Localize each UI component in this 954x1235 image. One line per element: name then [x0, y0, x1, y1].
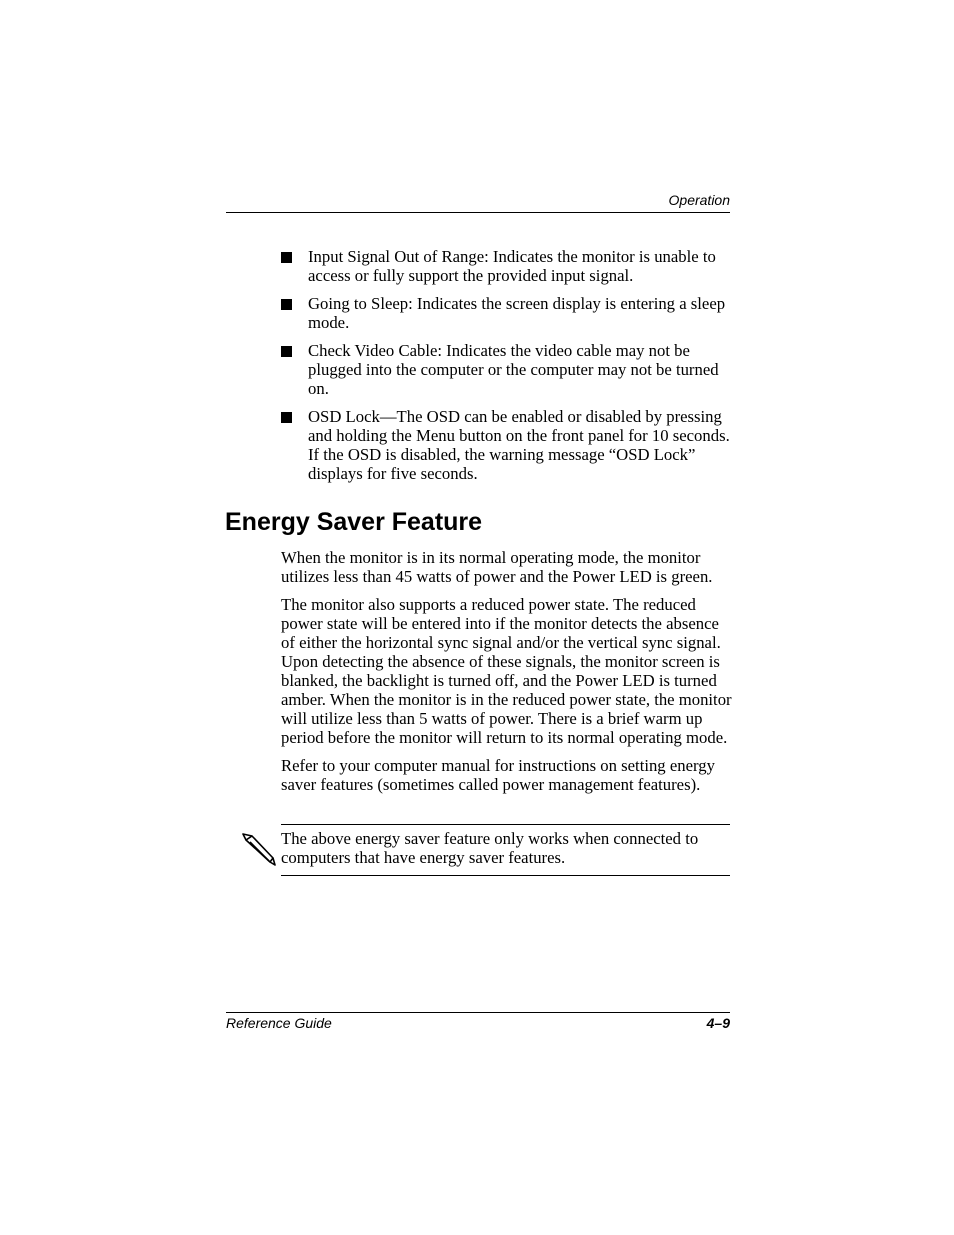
square-bullet-icon	[281, 412, 292, 423]
bullet-text: Check Video Cable: Indicates the video cable may not be plugged into the computer or the computer may not be turned on.	[308, 341, 719, 398]
list-item	[281, 294, 733, 332]
list-item	[281, 407, 733, 483]
footer-rule	[226, 1012, 730, 1013]
list-item	[281, 247, 733, 285]
list-item	[281, 341, 733, 398]
status-message-list	[281, 247, 733, 492]
body-paragraph: Refer to your computer manual for instructions on setting energy saver features (sometimes called power management features).	[281, 756, 715, 794]
page-number: 4–9	[706, 1015, 730, 1031]
header-rule	[226, 212, 730, 213]
note-text: The above energy saver feature only works when connected to computers that have energy saver features.	[281, 829, 699, 867]
footer-title: Reference Guide	[226, 1015, 332, 1031]
pencil-note-icon	[242, 832, 276, 866]
running-head: Operation	[668, 192, 730, 208]
bullet-text: OSD Lock—The OSD can be enabled or disabled by pressing and holding the Menu button on the front panel for 10 seconds. If the OSD is disabled, the warning message “OSD Lock” displays for five seconds.	[308, 407, 730, 483]
square-bullet-icon	[281, 346, 292, 357]
note-bottom-rule	[281, 875, 730, 876]
square-bullet-icon	[281, 252, 292, 263]
body-paragraph: The monitor also supports a reduced power state. The reduced power state will be entered into if the monitor detects the absence of either the horizontal sync signal and/or the vertical sync signal. Upon detecting the absence of these signals, the monitor screen is blanked, the backlight is turned off, and the Power LED is turned amber. When the monitor is in the reduced power state, the monitor will utilize less than 5 watts of power. There is a brief warm up period before the monitor will return to its normal operating mode.	[281, 595, 732, 747]
body-paragraph: When the monitor is in its normal operating mode, the monitor utilizes less than 45 watts of power and the Power LED is green.	[281, 548, 713, 586]
section-title: Energy Saver Feature	[225, 508, 483, 536]
bullet-text: Input Signal Out of Range: Indicates the monitor is unable to access or fully support the provided input signal.	[308, 247, 716, 285]
bullet-text: Going to Sleep: Indicates the screen display is entering a sleep mode.	[308, 294, 726, 332]
section-body	[281, 548, 733, 803]
note-top-rule	[281, 824, 730, 825]
square-bullet-icon	[281, 299, 292, 310]
